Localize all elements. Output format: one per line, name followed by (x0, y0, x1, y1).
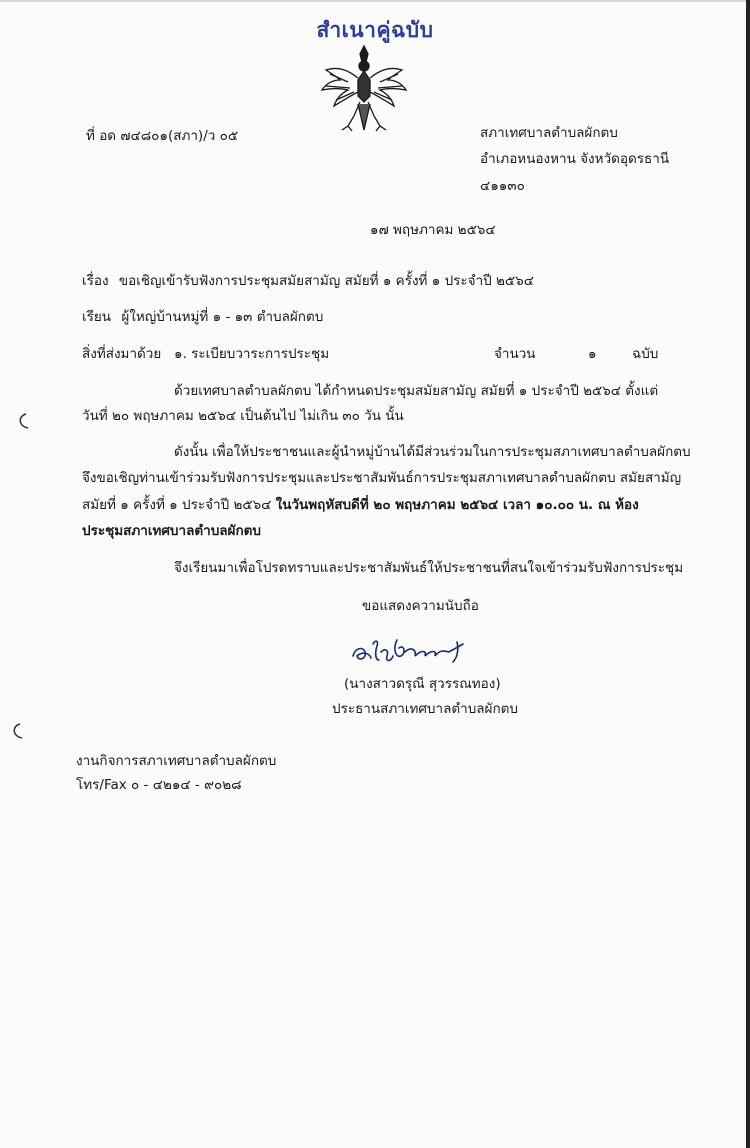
body-paragraph2-line2: จึงขอเชิญท่านเข้าร่วมรับฟังการประชุมและประชาสัมพันธ์การประชุมสภาเทศบาลตำบลผักตบ สมัยสามัญ (82, 470, 682, 486)
body-paragraph2-line3 (82, 493, 639, 518)
scan-right-edge (746, 0, 750, 1148)
body-paragraph1-line2: วันที่ ๒๐ พฤษภาคม ๒๕๖๔ เป็นต้นไป ไม่เกิน ๓๐ วัน นั้น (82, 408, 404, 424)
signatory-position: ประธานสภาเทศบาลตำบลผักตบ (332, 701, 518, 717)
footer-office: งานกิจการสภาเทศบาลตำบลผักตบ (76, 753, 277, 769)
body-paragraph2-line1: ดังนั้น เพื่อให้ประชาชนและผู้นำหมู่บ้านได้มีส่วนร่วมในการประชุมสภาเทศบาลตำบลผักตบ (174, 444, 691, 460)
scan-margin-mark-icon (10, 722, 24, 740)
recipient-line (82, 308, 323, 326)
subject-text: ขอเชิญเข้ารับฟังการประชุมสมัยสามัญ สมัยที่ ๑ ครั้งที่ ๑ ประจำปี ๒๕๖๔ (118, 273, 534, 289)
footer-phone: โทร/Fax ๐ - ๔๒๑๔ - ๙๐๒๘ (76, 777, 242, 793)
body-paragraph1-line1: ด้วยเทศบาลตำบลผักตบ ได้กำหนดประชุมสมัยสามัญ สมัยที่ ๑ ประจำปี ๒๕๖๔ ตั้งแต่ (174, 383, 659, 399)
closing-regards: ขอแสดงความนับถือ (362, 598, 479, 614)
garuda-emblem-icon (318, 40, 410, 134)
enclosure-qty-label: จำนวน (494, 346, 536, 362)
enclosure-label: สิ่งที่ส่งมาด้วย (82, 346, 162, 362)
recipient-text: ผู้ใหญ่บ้านหมู่ที่ ๑ - ๑๓ ตำบลผักตบ (121, 309, 324, 325)
subject-label: เรื่อง (82, 273, 109, 289)
enclosure-qty: ๑ (588, 346, 597, 362)
org-address-line1: สภาเทศบาลตำบลผักตบ (480, 125, 618, 141)
letter-date: ๑๗ พฤษภาคม ๒๕๖๔ (370, 222, 496, 238)
meeting-datetime: ในวันพฤหัสบดีที่ ๒๐ พฤษภาคม ๒๕๖๔ เวลา ๑๐.๐๐ น. ณ ห้อง (275, 497, 639, 513)
org-address-line2: อำเภอหนองหาน จังหวัดอุดรธานี (480, 151, 670, 167)
document-number: ที่ อด ๗๔๘๐๑(สภา)/ว ๐๕ (86, 128, 239, 144)
enclosure-item: ๑. ระเบียบวาระการประชุม (174, 346, 330, 362)
body-paragraph3: จึงเรียนมาเพื่อโปรดทราบและประชาสัมพันธ์ให้ประชาชนที่สนใจเข้าร่วมรับฟังการประชุม (174, 560, 684, 576)
signature-icon (345, 622, 475, 672)
recipient-label: เรียน (82, 309, 112, 325)
scan-top-edge (0, 0, 750, 2)
copy-stamp: สำเนาคู่ฉบับ (316, 18, 434, 42)
scan-margin-mark-icon (16, 412, 30, 430)
meeting-room: ประชุมสภาเทศบาลตำบลผักตบ (82, 523, 261, 539)
org-postal-code: ๔๑๑๓๐ (480, 178, 525, 194)
signatory-name: (นางสาวดรุณี สุวรรณทอง) (344, 676, 501, 692)
enclosure-unit: ฉบับ (632, 346, 659, 362)
subject-line (82, 272, 534, 290)
meeting-sequence: สมัยที่ ๑ ครั้งที่ ๑ ประจำปี ๒๕๖๔ (82, 497, 276, 513)
